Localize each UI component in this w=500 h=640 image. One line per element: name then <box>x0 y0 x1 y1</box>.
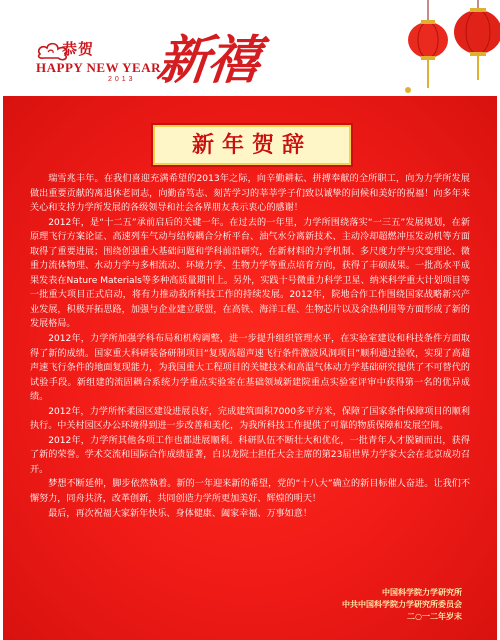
signature-institute: 中国科学院力学研究所 <box>382 587 462 597</box>
paragraph: 2012年，力学所怀柔园区建设进展良好，完成建筑面积7000多平方米，保障了国家条件保障项目的顺利执行。中关村园区办公环境得到进一步改善和美化，为我所科技工作提供了可靠的物质保障和发展空间。 <box>30 406 470 432</box>
lantern-decoration-icon <box>390 0 500 96</box>
logo-calligraphy-title: 新禧 <box>154 30 261 91</box>
header-banner <box>0 0 500 96</box>
paragraph: 2012年，力学所其他各项工作也都进展顺利。科研队伍不断壮大和优化，一批青年人才脱颖而出，获得了新的荣誉。学术交流和国际合作成绩显著，白以龙院士担任大会主席的第23届世界力学家大会在北京成功召开。 <box>30 435 470 475</box>
letter-body <box>30 172 470 521</box>
paragraph: 瑞雪兆丰年。在我们喜迎充满希望的2013年之际，向辛勤耕耘、拼搏奉献的全所职工，向为力学所发展做出重要贡献的离退休老同志，向勤奋笃志、刻苦学习的莘莘学子们致以诚挚的问候和美好的祝福！向多年来关心和支持力学所发展的各级领导和社会各界朋友表示衷心的感谢！ <box>30 174 470 214</box>
signature-party-committee: 中共中国科学院力学研究所委员会 <box>342 599 462 609</box>
logo-happy-new-year: HAPPY NEW YEAR <box>36 60 161 75</box>
title-frame <box>151 123 353 167</box>
logo-congrats-text: 恭贺 <box>62 40 95 58</box>
signature-block <box>342 586 462 622</box>
paragraph: 2012年，力学所加强学科布局和机构调整，进一步提升组织管理水平，在实验室建设和科技条件方面取得了新的成绩。国家重大科研装备研制项目“复现高超声速飞行条件激波风洞项目”顺利通过验收，实现了高超声速飞行条件的地面复现能力，为我国重大工程项目的关键技术和高温气体动力学基础研究提供了不可替代的试验手段。新组建的流固耦合系统力学重点实验室在基础领域新建院重点实验室评审中获得第一名的优异成绩。 <box>30 334 470 403</box>
paragraph: 最后，再次祝福大家新年快乐、身体健康、阖家幸福、万事如意！ <box>48 508 312 519</box>
paragraph: 梦想不断延伸，脚步依然執着。新的一年迎来新的希望，党的“十八大”确立的新目标催人奋进。让我们不懈努力，同舟共济，改革创新，共同创造力学所更加美好、辉煌的明天！ <box>30 479 470 505</box>
paragraph: 2012年，是“十二五”承前启后的关键一年。在过去的一年里，力学所围绕落实“一三五”发展规划，在新原理飞行方案论证、高速列车气动与结构耦合分析平台、油气水分离新技术、主动冷却超燃冲压发动机等方面取得了重要进展；围绕创强重大基础问题和学科前沿研究，在新材料的力学机制、多尺度力学与灾变理论、微重力流体物理、水动力学与多相流动、环境力学、生物力学等重点培育方向，获得了丰硕成果。一批高水平成果发表在Nature Materials等多种高质量期刊上。另外，实践十号微重力科学卫星、纳米科学重大计划项目等一批重大项目正式启动，将有力推动我所科技工作的持续发展。2012年，院地合作工作围绕国家战略新兴产业发展，积极开拓思路，加强与企业建立联盟，在高铁、海洋工程、生物芯片以及余热利用等方面形成了新的发展格局。 <box>30 217 470 330</box>
logo-year: 2013 <box>108 76 136 83</box>
letter-title: 新年贺辞 <box>191 132 312 158</box>
signature-date: 二○一二年岁末 <box>407 611 462 621</box>
